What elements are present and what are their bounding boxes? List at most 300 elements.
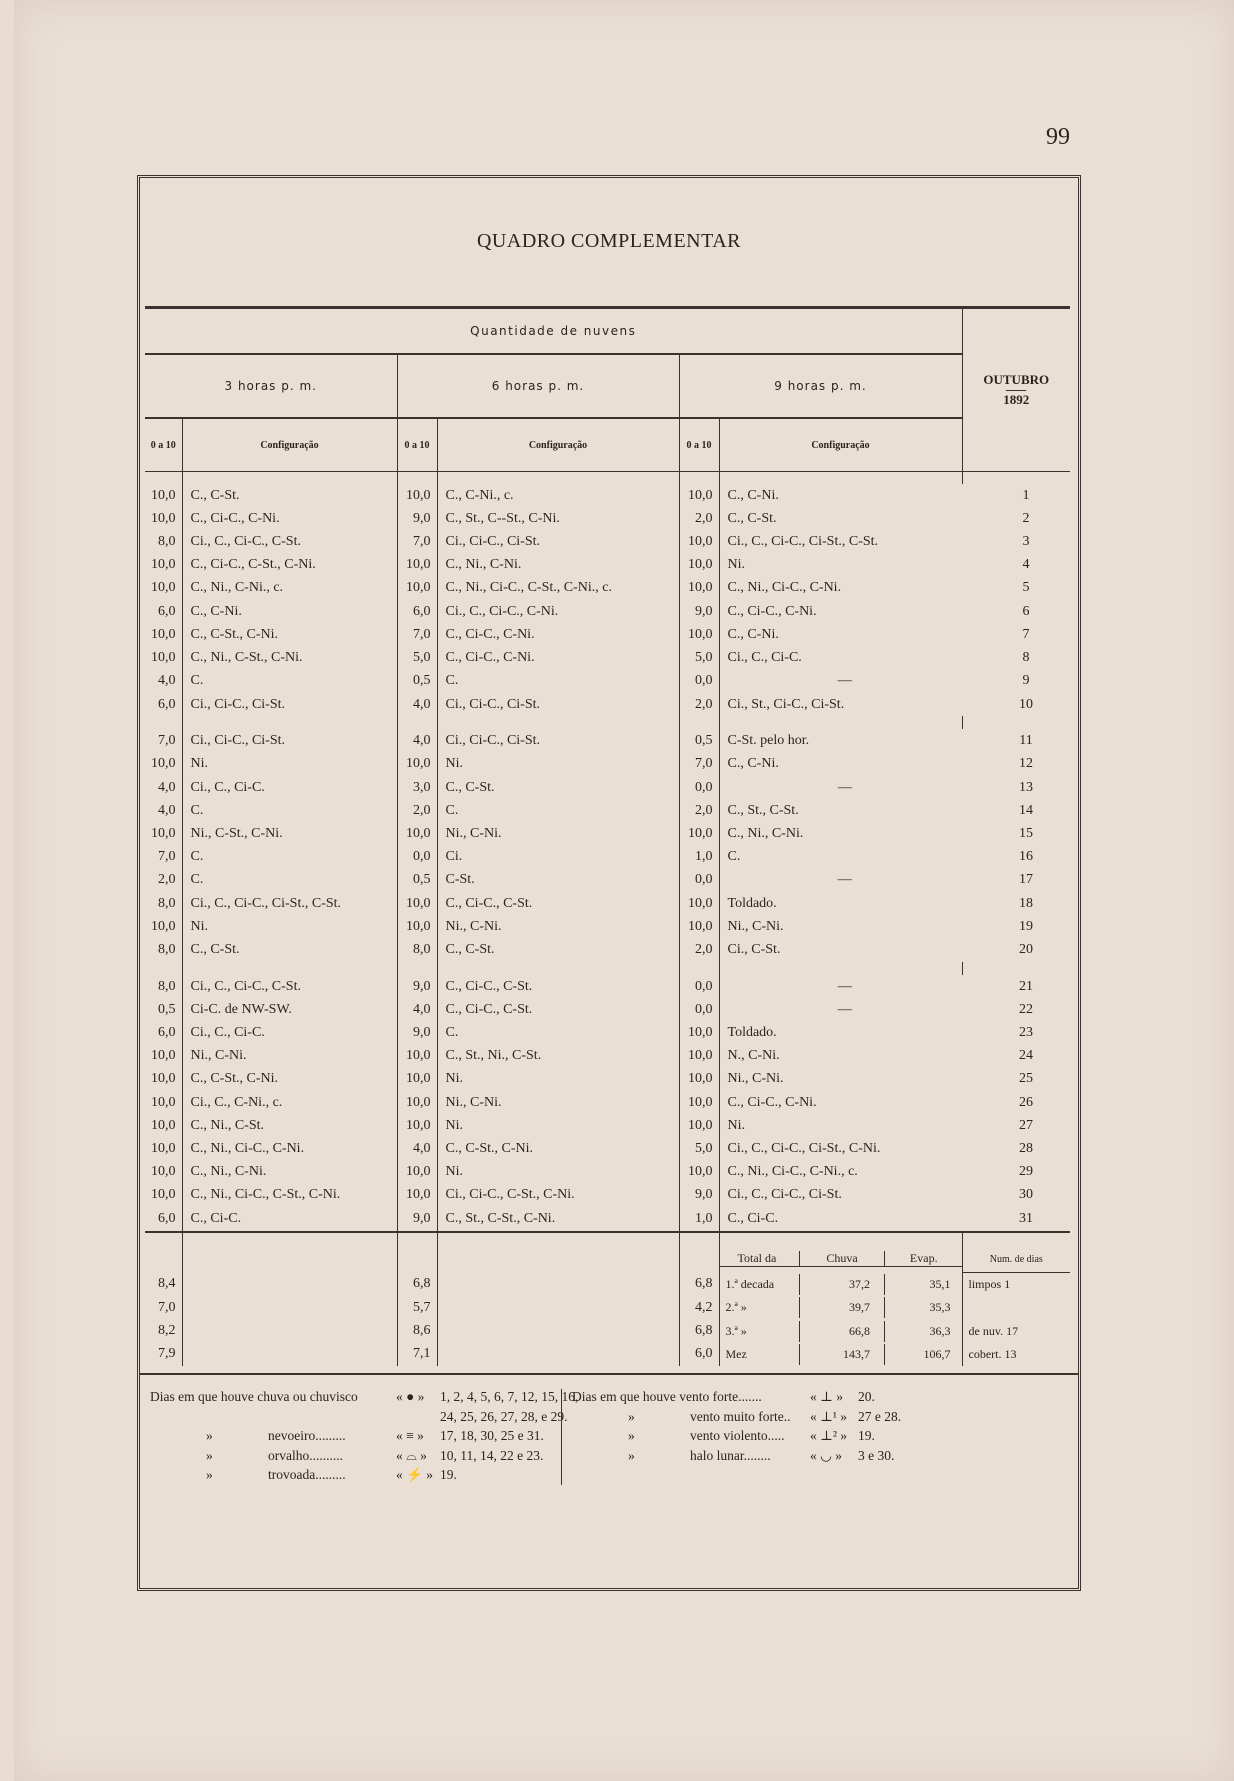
- value-3pm: 10,0: [145, 915, 182, 938]
- value-3pm: 6,0: [145, 1207, 182, 1232]
- summary-row: [145, 1296, 1070, 1319]
- table-row: [145, 975, 1070, 998]
- config-3pm-cell: C., Ni., Ci-C., C-St., C-Ni.: [182, 1184, 397, 1207]
- legend-line: [150, 1467, 552, 1487]
- table-row: [145, 530, 1070, 553]
- value-9pm: 10,0: [679, 1021, 719, 1044]
- value-9pm: 0,0: [679, 670, 719, 693]
- config-3pm-cell: Ci-C. de NW-SW.: [182, 998, 397, 1021]
- value-9pm: 5,0: [679, 1137, 719, 1160]
- mean-3pm: 8,2: [145, 1320, 182, 1343]
- value-9pm: 10,0: [679, 484, 719, 507]
- blank-cell: [182, 1343, 397, 1366]
- table-row: [145, 623, 1070, 646]
- day-number: 10: [1019, 696, 1034, 712]
- config-6pm-cell: C., Ci-C., C-St.: [437, 975, 679, 998]
- value-3pm: 7,0: [145, 729, 182, 752]
- legend-days: 27 e 28.: [858, 1408, 902, 1424]
- legend-line: [150, 1389, 579, 1409]
- period-label: 2.ª »: [725, 1300, 747, 1315]
- evap-value: 35,1: [885, 1274, 963, 1295]
- config-3pm-cell: Ni.: [182, 915, 397, 938]
- config-9pm-cell: —: [837, 872, 852, 888]
- scale-9pm: 0 a 10: [679, 418, 719, 472]
- legend-symbol-icon: « ⚡ »: [396, 1467, 434, 1482]
- evap-value: 106,7: [885, 1344, 963, 1365]
- row-spacer: [145, 716, 1070, 729]
- value-3pm: 10,0: [145, 1114, 182, 1137]
- value-3pm: 10,0: [145, 1184, 182, 1207]
- value-3pm: 10,0: [145, 577, 182, 600]
- legend-label: vento violento.....: [690, 1428, 785, 1443]
- value-6pm: 3,0: [397, 776, 437, 799]
- config-9pm-cell: C., Ci-C., C-Ni.: [727, 1094, 817, 1110]
- value-9pm: 10,0: [679, 1161, 719, 1184]
- config-3pm-cell: Ci., C., Ci-C.: [182, 776, 397, 799]
- legend-days: 19.: [858, 1428, 875, 1443]
- day-number: 7: [1022, 626, 1030, 642]
- config-6pm-cell: C., Ni., C-Ni.: [437, 554, 679, 577]
- header-quantity: Quantidade de nuvens: [145, 308, 962, 355]
- day-number: 28: [1019, 1141, 1034, 1157]
- config-6pm-cell: C-St.: [437, 869, 679, 892]
- value-6pm: 6,0: [397, 600, 437, 623]
- config-9pm-cell: C., Ni., Ci-C., C-Ni., c.: [727, 1164, 858, 1180]
- legend-days: 24, 25, 26, 27, 28, e 29.: [440, 1408, 568, 1424]
- day-number: 26: [1019, 1094, 1034, 1110]
- value-9pm: 10,0: [679, 554, 719, 577]
- value-9pm: 10,0: [679, 1114, 719, 1137]
- period-label: 1.ª decada: [725, 1276, 775, 1291]
- legend-line: [150, 1448, 552, 1468]
- legend-symbol-icon: « ≡ »: [396, 1428, 424, 1443]
- config-6pm-cell: C., St., C--St., C-Ni.: [437, 507, 679, 530]
- config-6pm-cell: C., Ci-C., C-Ni.: [437, 647, 679, 670]
- blank-cell: [437, 1273, 679, 1297]
- value-9pm: 5,0: [679, 647, 719, 670]
- config-6pm-cell: Ci., Ci-C., Ci-St.: [437, 729, 679, 752]
- value-9pm: 1,0: [679, 846, 719, 869]
- table-row: [145, 507, 1070, 530]
- summary-rows: [145, 1273, 1070, 1366]
- config-9pm-cell: Ci., C., Ci-C., Ci-St.: [727, 1187, 842, 1203]
- day-number: 14: [1019, 802, 1034, 818]
- value-9pm: 1,0: [679, 1207, 719, 1232]
- config-3pm-cell: C., C-Ni.: [182, 600, 397, 623]
- value-6pm: 10,0: [397, 892, 437, 915]
- value-6pm: 10,0: [397, 1161, 437, 1184]
- config-3pm-cell: Ci., C., Ci-C., C-St.: [182, 530, 397, 553]
- value-6pm: 10,0: [397, 822, 437, 845]
- config-9pm-cell: Ci., C., Ci-C., Ci-St., C-St.: [727, 534, 879, 550]
- config-3pm-cell: C., Ni., C-Ni.: [182, 1161, 397, 1184]
- config-6pm-cell: C., C-Ni., c.: [437, 484, 679, 507]
- config-9pm-cell: C., Ni., C-Ni.: [727, 825, 804, 841]
- config-9pm-cell: C., C-Ni.: [727, 487, 779, 503]
- legend-ditto: »: [628, 1447, 635, 1463]
- value-6pm: 10,0: [397, 915, 437, 938]
- value-3pm: 6,0: [145, 693, 182, 716]
- value-6pm: 10,0: [397, 753, 437, 776]
- rain-evap-cell: [719, 1296, 962, 1319]
- mean-6pm: 7,1: [397, 1343, 437, 1366]
- chuva-value: 66,8: [800, 1321, 885, 1342]
- rain-evap-cell: [719, 1273, 962, 1297]
- config-6pm-cell: C., Ci-C., C-Ni.: [437, 623, 679, 646]
- legend-ditto: »: [206, 1428, 213, 1443]
- legend-line: [572, 1389, 992, 1409]
- chuva-label: Chuva: [800, 1251, 885, 1267]
- value-6pm: 10,0: [397, 1068, 437, 1091]
- value-9pm: 2,0: [679, 799, 719, 822]
- table-row: [145, 1137, 1070, 1160]
- mean-9pm: 6,8: [679, 1273, 719, 1297]
- table-row: [145, 1114, 1070, 1137]
- evap-value: 36,3: [885, 1321, 963, 1342]
- table-row: [145, 600, 1070, 623]
- blank-cell: [182, 1296, 397, 1319]
- value-3pm: 6,0: [145, 600, 182, 623]
- value-6pm: 4,0: [397, 693, 437, 716]
- config-9pm-cell: —: [837, 779, 852, 795]
- value-9pm: 2,0: [679, 938, 719, 961]
- value-3pm: 4,0: [145, 799, 182, 822]
- legend-label: Dias em que houve chuva ou chuvisco: [150, 1389, 358, 1404]
- value-6pm: 9,0: [397, 1021, 437, 1044]
- config-6pm-cell: Ni.: [437, 1114, 679, 1137]
- config-6pm-cell: Ni.: [437, 1161, 679, 1184]
- row-spacer: [145, 962, 1070, 975]
- config-3pm-cell: C., Ni., Ci-C., C-Ni.: [182, 1137, 397, 1160]
- value-6pm: 8,0: [397, 938, 437, 961]
- value-6pm: 4,0: [397, 998, 437, 1021]
- config-9pm-cell: Ni.: [727, 1117, 745, 1133]
- config-6pm-cell: C.: [437, 670, 679, 693]
- value-3pm: 10,0: [145, 1161, 182, 1184]
- day-number: 21: [1019, 978, 1034, 994]
- value-6pm: 9,0: [397, 1207, 437, 1232]
- config-6pm-cell: C., C-St.: [437, 938, 679, 961]
- config-3pm-cell: C., Ni., C-St., C-Ni.: [182, 647, 397, 670]
- config-9pm-cell: C., C-St.: [727, 510, 777, 526]
- legend-symbol-icon: « ● »: [396, 1389, 425, 1404]
- config-6pm-cell: Ci., Ci-C., Ci-St.: [437, 530, 679, 553]
- config-9pm-cell: Ci., C-St.: [727, 942, 781, 958]
- table-row: [145, 729, 1070, 752]
- day-number: 3: [1022, 534, 1030, 550]
- config-6pm-cell: C., C-St., C-Ni.: [437, 1137, 679, 1160]
- legend-days: 10, 11, 14, 22 e 23.: [440, 1447, 544, 1463]
- value-9pm: 2,0: [679, 507, 719, 530]
- config-6pm-cell: C., Ci-C., C-St.: [437, 892, 679, 915]
- legend-days: 20.: [858, 1389, 875, 1404]
- day-number: 17: [1019, 872, 1034, 888]
- value-9pm: 0,0: [679, 998, 719, 1021]
- config-3pm-cell: C., Ni., C-St.: [182, 1114, 397, 1137]
- value-6pm: 10,0: [397, 554, 437, 577]
- table-row: [145, 484, 1070, 507]
- config-3pm: Configuração: [182, 418, 397, 472]
- config-3pm-cell: Ni., C-Ni.: [182, 1045, 397, 1068]
- value-6pm: 2,0: [397, 799, 437, 822]
- config-9pm-cell: Ni.: [727, 557, 745, 573]
- day-number: 4: [1022, 557, 1030, 573]
- legend-days: 1, 2, 4, 5, 6, 7, 12, 15, 16,: [440, 1389, 579, 1404]
- legend-line: [150, 1428, 552, 1448]
- mean-3pm: 7,9: [145, 1343, 182, 1366]
- value-3pm: 4,0: [145, 670, 182, 693]
- config-9pm-cell: —: [837, 978, 852, 994]
- legend-days: 3 e 30.: [858, 1447, 895, 1463]
- config-3pm-cell: C., C-St.: [182, 484, 397, 507]
- value-3pm: 10,0: [145, 647, 182, 670]
- value-3pm: 8,0: [145, 530, 182, 553]
- config-3pm-cell: Ci., C., Ci-C., C-St.: [182, 975, 397, 998]
- legend-symbol-icon: « ⊥² »: [810, 1428, 847, 1443]
- table-row: [145, 915, 1070, 938]
- config-3pm-cell: C.: [182, 799, 397, 822]
- config-9pm: Configuração: [811, 439, 870, 451]
- summary-row: [145, 1273, 1070, 1297]
- config-6pm-cell: C.: [437, 799, 679, 822]
- table-frame: [137, 175, 1081, 1591]
- blank-cell: [437, 1296, 679, 1319]
- config-9pm-cell: C-St. pelo hor.: [727, 733, 810, 749]
- legend-left: [150, 1389, 579, 1487]
- period-label: 3.ª »: [725, 1323, 747, 1338]
- value-9pm: 10,0: [679, 1045, 719, 1068]
- config-6pm-cell: Ni.: [437, 1068, 679, 1091]
- summary-section: [145, 1232, 1070, 1273]
- config-9pm-cell: Toldado.: [727, 1024, 777, 1040]
- value-3pm: 10,0: [145, 753, 182, 776]
- config-6pm-cell: C., St., C-St., C-Ni.: [437, 1207, 679, 1232]
- value-3pm: 10,0: [145, 623, 182, 646]
- value-9pm: 0,0: [679, 869, 719, 892]
- config-6pm-cell: C., Ni., Ci-C., C-St., C-Ni., c.: [437, 577, 679, 600]
- value-9pm: 10,0: [679, 892, 719, 915]
- header-9pm: 9 horas p. m.: [774, 379, 867, 393]
- config-6pm-cell: Ni., C-Ni.: [437, 915, 679, 938]
- value-3pm: 10,0: [145, 822, 182, 845]
- config-9pm-cell: —: [837, 1001, 852, 1017]
- nuvens-cell: de nuv. 17: [968, 1323, 1019, 1338]
- value-6pm: 10,0: [397, 1091, 437, 1114]
- value-6pm: 10,0: [397, 484, 437, 507]
- day-number: 13: [1019, 779, 1034, 795]
- config-9pm-cell: Ci., St., Ci-C., Ci-St.: [727, 696, 845, 712]
- day-number: 8: [1022, 650, 1030, 666]
- value-9pm: 9,0: [679, 600, 719, 623]
- day-number: 9: [1022, 673, 1030, 689]
- config-9pm-cell: Ci., C., Ci-C.: [727, 650, 802, 666]
- value-6pm: 10,0: [397, 1184, 437, 1207]
- year-label: 1892: [1003, 391, 1030, 407]
- day-number: 1: [1022, 487, 1030, 503]
- table-row: [145, 846, 1070, 869]
- legend-days: 19.: [440, 1467, 457, 1482]
- legend-symbol-icon: « ⊥¹ »: [810, 1408, 847, 1424]
- value-6pm: 9,0: [397, 507, 437, 530]
- value-9pm: 7,0: [679, 753, 719, 776]
- day-number: 2: [1022, 510, 1030, 526]
- config-3pm-cell: C., Ci-C., C-St., C-Ni.: [182, 554, 397, 577]
- day-number: 5: [1022, 580, 1030, 596]
- blank-cell: [182, 1273, 397, 1297]
- value-3pm: 10,0: [145, 554, 182, 577]
- value-6pm: 10,0: [397, 1045, 437, 1068]
- config-6pm-cell: Ni., C-Ni.: [437, 1091, 679, 1114]
- value-3pm: 7,0: [145, 846, 182, 869]
- day-number: 23: [1019, 1024, 1034, 1040]
- config-9pm-cell: Ci., C., Ci-C., Ci-St., C-Ni.: [727, 1141, 881, 1157]
- scale-3pm: 0 a 10: [145, 418, 182, 472]
- config-6pm-cell: C.: [437, 1021, 679, 1044]
- value-9pm: 0,0: [679, 776, 719, 799]
- table-row: [145, 799, 1070, 822]
- header-3pm: 3 horas p. m.: [145, 354, 397, 418]
- legend-label: orvalho..........: [268, 1447, 343, 1463]
- value-6pm: 4,0: [397, 729, 437, 752]
- cobert-cell: cobert. 13: [968, 1346, 1017, 1361]
- mean-3pm: 8,4: [145, 1273, 182, 1297]
- mean-3pm: 7,0: [145, 1296, 182, 1319]
- config-6pm-cell: Ci.: [437, 846, 679, 869]
- value-3pm: 6,0: [145, 1021, 182, 1044]
- numdias-label: Num. de dias: [962, 1246, 1070, 1273]
- config-3pm-cell: Ci., C., C-Ni., c.: [182, 1091, 397, 1114]
- mean-6pm: 8,6: [397, 1320, 437, 1343]
- evap-value: 35,3: [885, 1297, 963, 1318]
- value-6pm: 0,5: [397, 869, 437, 892]
- value-3pm: 2,0: [145, 869, 182, 892]
- legend-ditto: »: [628, 1408, 635, 1424]
- config-9pm-cell: Ni., C-Ni.: [727, 918, 784, 934]
- config-3pm-cell: C., C-St., C-Ni.: [182, 623, 397, 646]
- legend: [140, 1373, 1078, 1495]
- legend-label: vento muito forte..: [690, 1408, 791, 1424]
- config-3pm-cell: C.: [182, 869, 397, 892]
- day-number: 30: [1019, 1187, 1034, 1203]
- day-number: 6: [1022, 603, 1030, 619]
- legend-ditto: »: [206, 1467, 213, 1482]
- table-row: [145, 869, 1070, 892]
- value-6pm: 7,0: [397, 530, 437, 553]
- config-9pm-cell: Ni., C-Ni.: [727, 1071, 784, 1087]
- config-3pm-cell: Ci., Ci-C., Ci-St.: [182, 693, 397, 716]
- table-row: [145, 998, 1070, 1021]
- table-row: [145, 938, 1070, 961]
- day-number: 31: [1019, 1210, 1034, 1226]
- page-title: QUADRO COMPLEMENTAR: [476, 230, 742, 252]
- config-9pm-cell: C., C-Ni.: [727, 626, 779, 642]
- legend-days: 17, 18, 30, 25 e 31.: [440, 1428, 544, 1443]
- table-row: [145, 1091, 1070, 1114]
- value-3pm: 10,0: [145, 1137, 182, 1160]
- value-6pm: 10,0: [397, 1114, 437, 1137]
- table-row: [145, 822, 1070, 845]
- day-number: 20: [1019, 942, 1034, 958]
- legend-line: [572, 1448, 992, 1468]
- day-number: 18: [1019, 895, 1034, 911]
- table-row: [145, 776, 1070, 799]
- rain-evap-cell: [719, 1343, 962, 1366]
- table-row: [145, 753, 1070, 776]
- legend-label: trovoada.........: [268, 1467, 346, 1482]
- config-3pm-cell: C., Ci-C., C-Ni.: [182, 507, 397, 530]
- blank-cell: [962, 1296, 1070, 1319]
- value-6pm: 0,0: [397, 846, 437, 869]
- config-3pm-cell: Ni., C-St., C-Ni.: [182, 822, 397, 845]
- day-number: 29: [1019, 1164, 1034, 1180]
- evap-label: Evap.: [885, 1251, 963, 1267]
- mean-6pm: 5,7: [397, 1296, 437, 1319]
- chuva-value: 37,2: [800, 1274, 885, 1295]
- config-3pm-cell: C.: [182, 670, 397, 693]
- total-label: Total da: [720, 1251, 800, 1267]
- table-body: [145, 484, 1070, 1232]
- config-6pm-cell: C., Ci-C., C-St.: [437, 998, 679, 1021]
- value-9pm: 10,0: [679, 822, 719, 845]
- config-9pm-cell: C., C-Ni.: [727, 756, 779, 772]
- config-3pm-cell: Ci., Ci-C., Ci-St.: [182, 729, 397, 752]
- day-number: 15: [1019, 825, 1034, 841]
- config-6pm-cell: C., C-St.: [437, 776, 679, 799]
- page-number: 99: [1046, 124, 1070, 150]
- legend-symbol-icon: « ⌓ »: [396, 1447, 427, 1463]
- config-6pm-cell: Ni.: [437, 753, 679, 776]
- legend-line: [150, 1408, 568, 1429]
- mean-9pm: 4,2: [679, 1296, 719, 1319]
- table-row: [145, 670, 1070, 693]
- value-6pm: 10,0: [397, 577, 437, 600]
- blank-cell: [437, 1343, 679, 1366]
- value-9pm: 10,0: [679, 577, 719, 600]
- mean-9pm: 6,0: [679, 1343, 719, 1366]
- value-9pm: 10,0: [679, 1091, 719, 1114]
- scale-6pm: 0 a 10: [397, 418, 437, 472]
- day-number: 25: [1019, 1071, 1034, 1087]
- config-3pm-cell: C., Ci-C.: [182, 1207, 397, 1232]
- blank-cell: [437, 1320, 679, 1343]
- config-3pm-cell: Ci., C., Ci-C.: [182, 1021, 397, 1044]
- value-3pm: 10,0: [145, 507, 182, 530]
- day-number: 27: [1019, 1117, 1034, 1133]
- value-3pm: 10,0: [145, 1091, 182, 1114]
- config-9pm-cell: C., Ci-C., C-Ni.: [727, 603, 817, 619]
- rain-evap-cell: [719, 1320, 962, 1343]
- config-9pm-cell: C., St., C-St.: [727, 802, 799, 818]
- chuva-value: 143,7: [800, 1344, 885, 1365]
- table-row: [145, 554, 1070, 577]
- period-label: Mez: [725, 1346, 747, 1361]
- day-number: 22: [1019, 1001, 1034, 1017]
- summary-row: [145, 1320, 1070, 1343]
- table-row: [145, 892, 1070, 915]
- config-9pm-cell: C.: [727, 849, 741, 865]
- legend-line: [572, 1409, 992, 1429]
- value-6pm: 7,0: [397, 623, 437, 646]
- legend-symbol-icon: « ◡ »: [810, 1447, 843, 1463]
- month-label: OUTUBRO: [983, 372, 1050, 388]
- day-number: 12: [1019, 756, 1034, 772]
- legend-ditto: »: [628, 1428, 635, 1443]
- value-3pm: 8,0: [145, 892, 182, 915]
- table-row: [145, 647, 1070, 670]
- legend-ditto: »: [206, 1447, 213, 1463]
- chuva-value: 39,7: [800, 1297, 885, 1318]
- config-6pm-cell: Ci., Ci-C., C-St., C-Ni.: [437, 1184, 679, 1207]
